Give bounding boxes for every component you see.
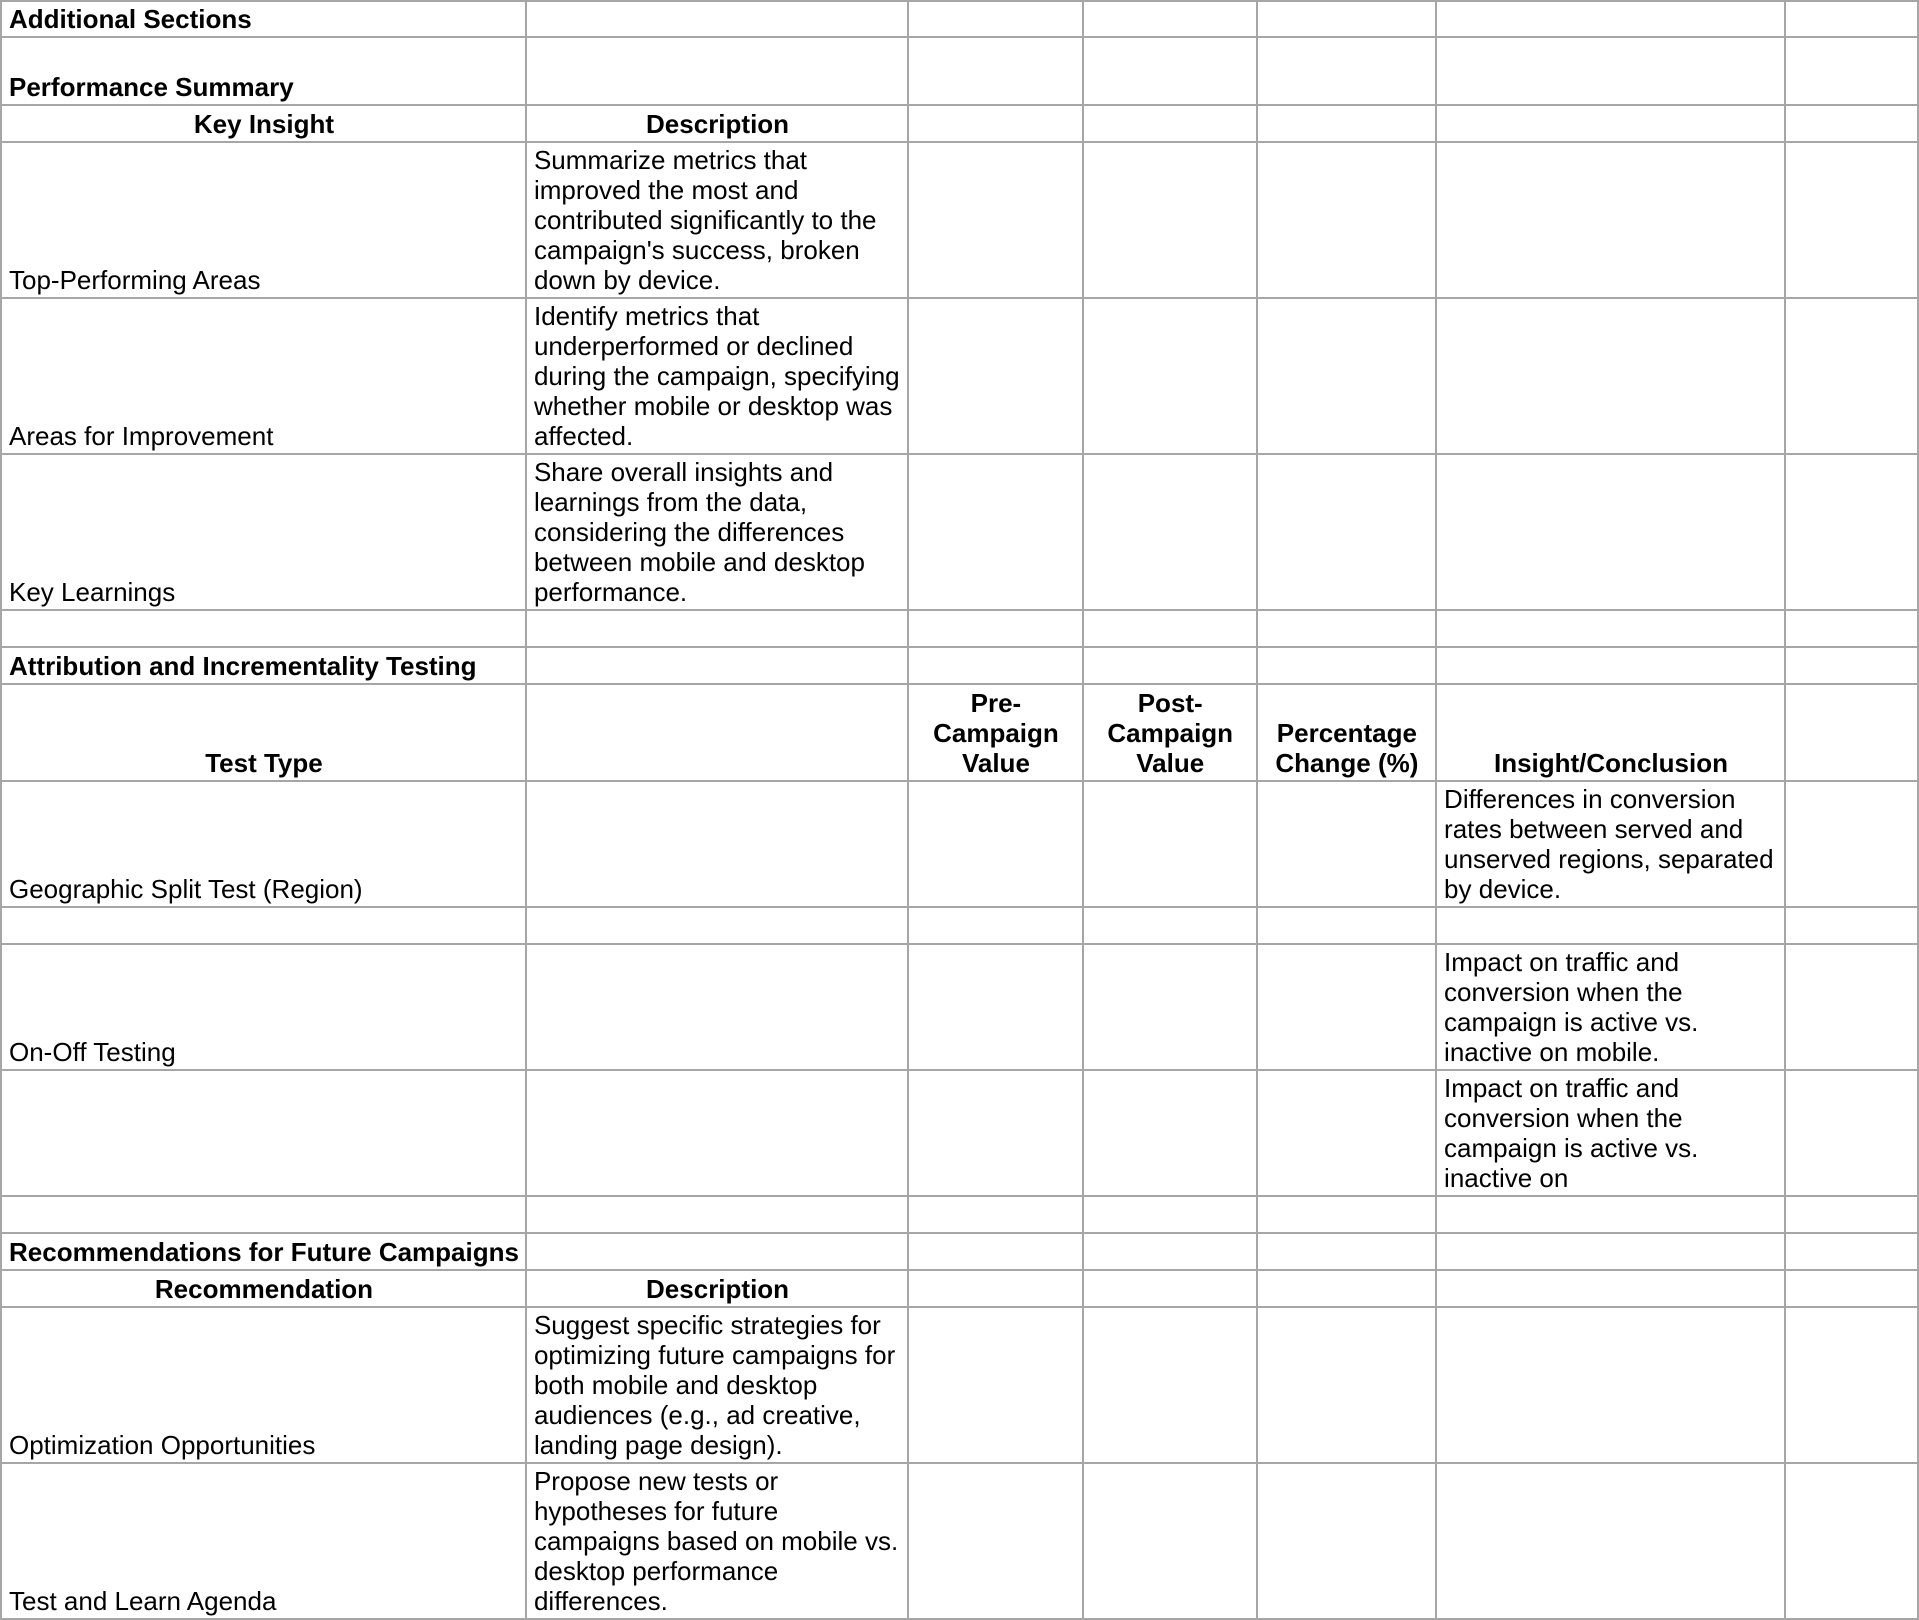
- sheet-cell[interactable]: [1083, 610, 1257, 647]
- sheet-cell[interactable]: Description: [526, 105, 908, 142]
- sheet-cell[interactable]: [1785, 37, 1918, 105]
- sheet-cell[interactable]: [1083, 298, 1257, 454]
- sheet-cell[interactable]: [908, 907, 1083, 944]
- sheet-cell[interactable]: Share overall insights and learnings from the data, considering the differences between mobile and desktop performance.: [526, 454, 908, 610]
- sheet-cell[interactable]: On-Off Testing: [1, 944, 526, 1070]
- sheet-cell[interactable]: [908, 1233, 1083, 1270]
- sheet-cell[interactable]: Geographic Split Test (Region): [1, 781, 526, 907]
- sheet-cell[interactable]: Post-Campaign Value: [1083, 684, 1257, 781]
- sheet-cell[interactable]: [1083, 944, 1257, 1070]
- sheet-cell[interactable]: [908, 37, 1083, 105]
- sheet-cell[interactable]: [908, 454, 1083, 610]
- sheet-cell[interactable]: [1436, 454, 1785, 610]
- sheet-cell[interactable]: Propose new tests or hypotheses for future campaigns based on mobile vs. desktop performance differences.: [526, 1463, 908, 1619]
- sheet-cell[interactable]: [908, 610, 1083, 647]
- sheet-cell[interactable]: [526, 1, 908, 37]
- sheet-cell[interactable]: [908, 1270, 1083, 1307]
- sheet-cell[interactable]: [1083, 1196, 1257, 1233]
- sheet-cell[interactable]: [526, 610, 908, 647]
- sheet-cell[interactable]: [526, 647, 908, 684]
- sheet-cell[interactable]: Suggest specific strategies for optimizing future campaigns for both mobile and desktop audiences (e.g., ad creative, landing page design).: [526, 1307, 908, 1463]
- sheet-cell[interactable]: Test and Learn Agenda: [1, 1463, 526, 1619]
- sheet-cell[interactable]: [1785, 1307, 1918, 1463]
- sheet-cell[interactable]: [908, 647, 1083, 684]
- sheet-cell[interactable]: [1785, 781, 1918, 907]
- sheet-row: [1, 1, 1918, 37]
- sheet-cell[interactable]: [526, 37, 908, 105]
- sheet-cell[interactable]: [1436, 105, 1785, 142]
- sheet-cell[interactable]: Recommendation: [1, 1270, 526, 1307]
- sheet-cell[interactable]: [1257, 142, 1436, 298]
- sheet-cell[interactable]: [1436, 1463, 1785, 1619]
- sheet-cell[interactable]: [1785, 1233, 1918, 1270]
- sheet-cell[interactable]: [1083, 1, 1257, 37]
- sheet-row: [1, 1307, 1918, 1463]
- sheet-cell[interactable]: [908, 781, 1083, 907]
- sheet-cell[interactable]: Top-Performing Areas: [1, 142, 526, 298]
- sheet-cell[interactable]: [1436, 1233, 1785, 1270]
- sheet-cell[interactable]: [1083, 105, 1257, 142]
- sheet-cell[interactable]: Recommendations for Future Campaigns: [1, 1233, 526, 1270]
- sheet-row: [1, 37, 1918, 105]
- sheet-cell[interactable]: [908, 1070, 1083, 1196]
- sheet-row: [1, 454, 1918, 610]
- sheet-cell[interactable]: [1083, 1233, 1257, 1270]
- sheet-row: [1, 105, 1918, 142]
- sheet-cell[interactable]: Key Insight: [1, 105, 526, 142]
- sheet-cell[interactable]: [908, 105, 1083, 142]
- sheet-cell[interactable]: Identify metrics that underperformed or declined during the campaign, specifying whether mobile or desktop was affected.: [526, 298, 908, 454]
- sheet-row: [1, 684, 1918, 781]
- sheet-cell[interactable]: [1, 907, 526, 944]
- sheet-cell[interactable]: Pre-Campaign Value: [908, 684, 1083, 781]
- sheet-cell[interactable]: [1785, 944, 1918, 1070]
- sheet-cell[interactable]: [1257, 105, 1436, 142]
- sheet-cell[interactable]: [908, 1196, 1083, 1233]
- sheet-cell[interactable]: [1785, 1196, 1918, 1233]
- sheet-row: [1, 1270, 1918, 1307]
- sheet-cell[interactable]: [1436, 907, 1785, 944]
- sheet-cell[interactable]: [908, 1307, 1083, 1463]
- sheet-cell[interactable]: [1257, 781, 1436, 907]
- sheet-cell[interactable]: [1436, 1307, 1785, 1463]
- sheet-cell[interactable]: [1785, 1, 1918, 37]
- sheet-cell[interactable]: [1785, 610, 1918, 647]
- sheet-cell[interactable]: [1257, 454, 1436, 610]
- sheet-cell[interactable]: [1436, 1270, 1785, 1307]
- sheet-cell[interactable]: [1083, 1307, 1257, 1463]
- sheet-cell[interactable]: Optimization Opportunities: [1, 1307, 526, 1463]
- sheet-cell[interactable]: Summarize metrics that improved the most and contributed significantly to the campaign's success, broken down by device.: [526, 142, 908, 298]
- sheet-cell[interactable]: Performance Summary: [1, 37, 526, 105]
- sheet-cell[interactable]: [1785, 105, 1918, 142]
- sheet-cell[interactable]: [1083, 1270, 1257, 1307]
- sheet-cell[interactable]: [1083, 907, 1257, 944]
- sheet-cell[interactable]: [1785, 907, 1918, 944]
- sheet-body: [1, 1, 1918, 1619]
- sheet-cell[interactable]: [1257, 37, 1436, 105]
- sheet-cell[interactable]: [908, 298, 1083, 454]
- sheet-cell[interactable]: [1436, 298, 1785, 454]
- sheet-cell[interactable]: Percentage Change (%): [1257, 684, 1436, 781]
- sheet-cell[interactable]: [526, 1233, 908, 1270]
- sheet-cell[interactable]: Attribution and Incrementality Testing: [1, 647, 526, 684]
- sheet-cell[interactable]: [1436, 37, 1785, 105]
- sheet-row: [1, 610, 1918, 647]
- sheet-cell[interactable]: [526, 1070, 908, 1196]
- sheet-row: [1, 647, 1918, 684]
- sheet-cell[interactable]: [526, 907, 908, 944]
- sheet-row: [1, 1233, 1918, 1270]
- sheet-row: [1, 781, 1918, 907]
- sheet-cell[interactable]: [1257, 1270, 1436, 1307]
- sheet-row: [1, 944, 1918, 1070]
- sheet-cell[interactable]: [1083, 1070, 1257, 1196]
- sheet-cell[interactable]: [1083, 142, 1257, 298]
- sheet-cell[interactable]: [1785, 1270, 1918, 1307]
- sheet-cell[interactable]: Impact on traffic and conversion when the campaign is active vs. inactive on: [1436, 1070, 1785, 1196]
- sheet-cell[interactable]: [1083, 647, 1257, 684]
- sheet-cell[interactable]: [1, 1070, 526, 1196]
- sheet-cell[interactable]: [1083, 781, 1257, 907]
- sheet-cell[interactable]: Impact on traffic and conversion when the campaign is active vs. inactive on mobile.: [1436, 944, 1785, 1070]
- sheet-cell[interactable]: [1436, 610, 1785, 647]
- sheet-cell[interactable]: [1257, 907, 1436, 944]
- sheet-cell[interactable]: [1257, 1307, 1436, 1463]
- sheet-cell[interactable]: [526, 1196, 908, 1233]
- sheet-cell[interactable]: [1785, 1463, 1918, 1619]
- sheet-cell[interactable]: [1436, 142, 1785, 298]
- sheet-cell[interactable]: [1436, 1196, 1785, 1233]
- sheet-cell[interactable]: [1257, 944, 1436, 1070]
- sheet-cell[interactable]: [1436, 647, 1785, 684]
- sheet-cell[interactable]: [1, 1196, 526, 1233]
- sheet-cell[interactable]: [1785, 1070, 1918, 1196]
- sheet-cell[interactable]: [1785, 454, 1918, 610]
- sheet-cell[interactable]: [526, 781, 908, 907]
- sheet-row: [1, 907, 1918, 944]
- sheet-cell[interactable]: [1257, 647, 1436, 684]
- sheet-cell[interactable]: Additional Sections: [1, 1, 526, 37]
- sheet-cell[interactable]: [1, 610, 526, 647]
- sheet-cell[interactable]: Test Type: [1, 684, 526, 781]
- sheet-cell[interactable]: [1257, 1233, 1436, 1270]
- sheet-cell[interactable]: [526, 684, 908, 781]
- sheet-cell[interactable]: [526, 944, 908, 1070]
- sheet-cell[interactable]: Insight/Conclusion: [1436, 684, 1785, 781]
- sheet-cell[interactable]: [1257, 1070, 1436, 1196]
- sheet-cell[interactable]: [1083, 1463, 1257, 1619]
- sheet-cell[interactable]: Differences in conversion rates between served and unserved regions, separated by device.: [1436, 781, 1785, 907]
- sheet-cell[interactable]: [908, 1463, 1083, 1619]
- sheet-row: [1, 298, 1918, 454]
- sheet-cell[interactable]: Key Learnings: [1, 454, 526, 610]
- sheet-cell[interactable]: [1785, 298, 1918, 454]
- sheet-cell[interactable]: [1257, 1463, 1436, 1619]
- sheet-cell[interactable]: Description: [526, 1270, 908, 1307]
- sheet-cell[interactable]: [1785, 684, 1918, 781]
- sheet-cell[interactable]: [908, 944, 1083, 1070]
- sheet-row: [1, 1070, 1918, 1196]
- sheet-row: [1, 1196, 1918, 1233]
- sheet-cell[interactable]: [1436, 1, 1785, 37]
- sheet-cell[interactable]: [1257, 298, 1436, 454]
- sheet-cell[interactable]: [1083, 454, 1257, 610]
- sheet-cell[interactable]: [908, 142, 1083, 298]
- sheet-cell[interactable]: [1083, 37, 1257, 105]
- sheet-cell[interactable]: [1257, 1196, 1436, 1233]
- sheet-cell[interactable]: [1785, 647, 1918, 684]
- sheet-row: [1, 142, 1918, 298]
- sheet-row: [1, 1463, 1918, 1619]
- sheet-cell[interactable]: [1257, 610, 1436, 647]
- sheet-cell[interactable]: [1785, 142, 1918, 298]
- sheet-cell[interactable]: Areas for Improvement: [1, 298, 526, 454]
- sheet-cell[interactable]: [1257, 1, 1436, 37]
- sheet-cell[interactable]: [908, 1, 1083, 37]
